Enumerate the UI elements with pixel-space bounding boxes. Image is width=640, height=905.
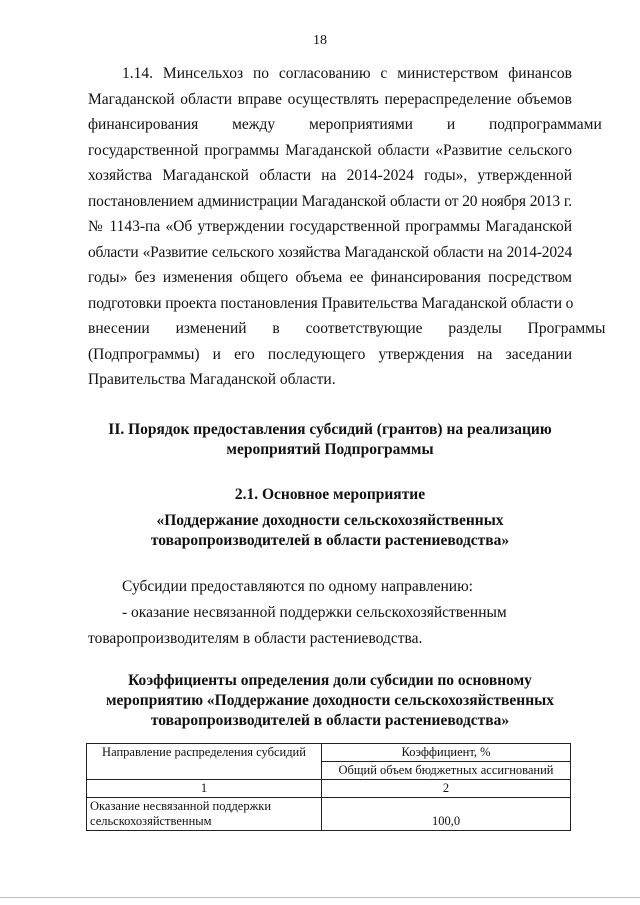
bullet-word: оказание <box>131 604 190 621</box>
paragraph-line: Правительства Магаданской области. <box>88 371 336 388</box>
row-direction-cell <box>87 798 322 831</box>
num-col2-cell: 2 <box>322 780 571 798</box>
subsection-2-1-name <box>60 511 600 551</box>
row-direction-line1: Оказание несвязанной поддержки <box>90 799 272 813</box>
table-row <box>87 798 571 831</box>
coefficients-title <box>60 671 600 731</box>
row-value-cell: 100,0 <box>322 798 571 831</box>
coefficients-title-line2: мероприятию «Поддержание доходности сельскохозяйственных <box>105 692 555 709</box>
paragraph-1-14 <box>88 61 606 393</box>
page-bottom-edge <box>0 897 640 898</box>
bullet-word: поддержки <box>279 604 353 621</box>
subsection-2-1-title: 2.1. Основное мероприятие <box>234 486 426 503</box>
page-number: 18 <box>313 33 327 48</box>
row-direction-line2: сельскохозяйственным <box>90 814 212 828</box>
section-2-title <box>60 420 600 460</box>
coefficients-table <box>86 743 571 831</box>
subsidy-block <box>88 574 572 652</box>
coefficients-title-line1: Коэффициенты определения доли субсидии по основному <box>128 672 532 689</box>
bullet-word: несвязанной <box>193 604 276 621</box>
header-coefficient-cell: Коэффициент, % <box>322 744 571 762</box>
subsection-name-line1: «Поддержание доходности сельскохозяйственных <box>156 512 504 529</box>
header-direction-cell: Направление распределения субсидий <box>87 744 322 780</box>
paragraph-line: хозяйства Магаданской области на 2014-2024 годы», утвержденной <box>88 167 572 184</box>
subsidy-intro: Субсидии предоставляются по одному направлению: <box>122 578 473 595</box>
bullet-word: сельскохозяйственным <box>355 604 507 621</box>
paragraph-line: области «Развитие сельского хозяйства Магаданской области на 2014-2024 <box>88 243 572 261</box>
coefficients-title-line3: товаропроизводителей в области растениеводства» <box>150 712 510 729</box>
paragraph-line: государственной программы Магаданской области «Развитие сельского <box>88 141 572 159</box>
header-budget-cell: Общий объем бюджетных ассигнований <box>322 762 571 780</box>
paragraph-line: подготовки проекта постановления Правительства Магаданской области о <box>88 294 574 312</box>
paragraph-line: внесении изменений в соответствующие разделы Программы <box>88 320 606 337</box>
paragraph-line: годы» без изменения общего объема ее финансирования посредством <box>88 269 572 286</box>
section-2-title-line1: II. Порядок предоставления субсидий (грантов) на реализацию <box>108 421 552 438</box>
paragraph-line: финансирования между мероприятиями и подпрограммами <box>88 116 602 133</box>
paragraph-line: (Подпрограммы) и его последующего утверждения на заседании <box>88 345 572 363</box>
subsidy-bullet-line1 <box>88 600 572 626</box>
num-col1-cell: 1 <box>87 780 322 798</box>
paragraph-line: № 1143-па «Об утверждении государственной программы Магаданской <box>88 218 572 235</box>
paragraph-line: 1.14. Минсельхоз по согласованию с министерством финансов <box>122 65 572 82</box>
paragraph-line: Магаданской области вправе осуществлять перераспределение объемов <box>88 90 572 108</box>
subsidy-bullet-line2: товаропроизводителям в области растениеводства. <box>88 630 423 647</box>
table-numbering-row <box>87 780 571 798</box>
subsection-name-line2: товаропроизводителей в области растениеводства» <box>150 532 510 549</box>
section-2-title-line2: мероприятий Подпрограммы <box>226 441 434 458</box>
table-header-row <box>87 744 571 762</box>
paragraph-line: постановлением администрации Магаданской области от 20 ноября 2013 г. <box>88 192 572 210</box>
bullet-marker: - <box>122 604 128 621</box>
